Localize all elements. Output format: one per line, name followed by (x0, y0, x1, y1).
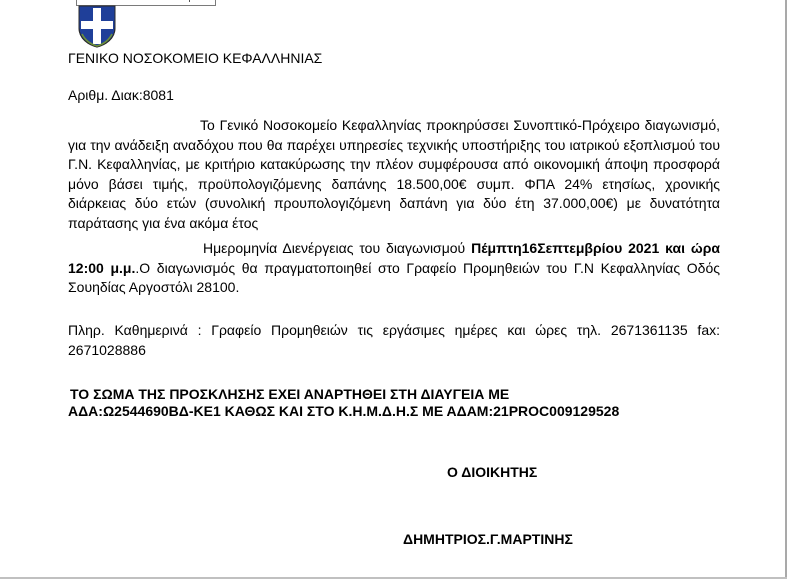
announcement-text: Το Γενικό Νοσοκομείο Κεφαλληνίας προκηρύσσει Συνοπτικό-Πρόχειρο διαγωνισμό, για την ανάδειξη αναδόχου που θα παρέχει υπηρεσίες τεχνικής υποστήριξης του ιατρικού εξοπλισμού του Γ.Ν. Κεφαλληνίας, με κριτήριο κατακύρωσης την πλέον συμφέρουσα από οικονομική άποψη προσφορά μόνο βάσει τιμής, προϋπολογιζόμενης δαπάνης 18.500,00€ συμπ. ΦΠΑ 24% ετησίως, χρονικής διάρκειας δύο ετών (συνολική προυπολογιζόμενη δαπάνη για δύο έτη 37.000,00€) με δυνατότητα παράτασης για ένα ακόμα έτος (68, 117, 720, 231)
date-rest-text: .Ο διαγωνισμός θα πραγματοποιηθεί στο Γραφείο Προμηθειών του Γ.Ν Κεφαλληνίας Οδός Σουηδίας Αργοστόλι 28100. (68, 259, 721, 295)
notice-line-1: ΤΟ ΣΩΜΑ ΤΗΣ ΠΡΟΣΚΛΗΣΗΣ ΕΧΕΙ ΑΝΑΡΤΗΘΕΙ ΣΤΗ ΔΙΑΥΓΕΙΑ ΜΕ (70, 386, 510, 402)
signatory-title: Ο ΔΙΟΙΚΗΤΗΣ (447, 464, 538, 480)
contact-paragraph: Πληρ. Καθημερινά : Γραφείο Προμηθειών τις εργάσιμες ημέρες και ώρες τηλ. 2671361135 fax: 2671028886 (68, 322, 720, 358)
notice-line-2: ΑΔΑ:Ω2544690ΒΔ-ΚΕ1 ΚΑΘΩΣ ΚΑΙ ΣΤΟ Κ.Η.Μ.Δ.Η.Σ ΜΕ ΑΔΑΜ:21PROC009129528 (68, 403, 620, 419)
signatory-name: ΔΗΜΗΤΡΙΟΣ.Γ.ΜΑΡΤΙΝΗΣ (403, 531, 573, 547)
reference-number: Αριθμ. Διακ:8081 (68, 87, 174, 103)
hospital-name: ΓΕΝΙΚΟ ΝΟΣΟΚΟΜΕΙΟ ΚΕΦΑΛΛΗΝΙΑΣ (68, 50, 323, 66)
date-bold-text: Πέμπτη16Σεπτεμβρίου 2021 και ώρα 12:00 μ.μ. (68, 240, 720, 276)
date-intro-text: Ημερομηνία Διενέργειας του διαγωνισμού (203, 240, 472, 256)
greek-coat-of-arms-icon (76, 4, 118, 48)
date-paragraph (68, 239, 720, 298)
header-frame-tick (185, 0, 190, 2)
announcement-paragraph (68, 116, 720, 233)
page-bottom-edge (0, 577, 787, 579)
